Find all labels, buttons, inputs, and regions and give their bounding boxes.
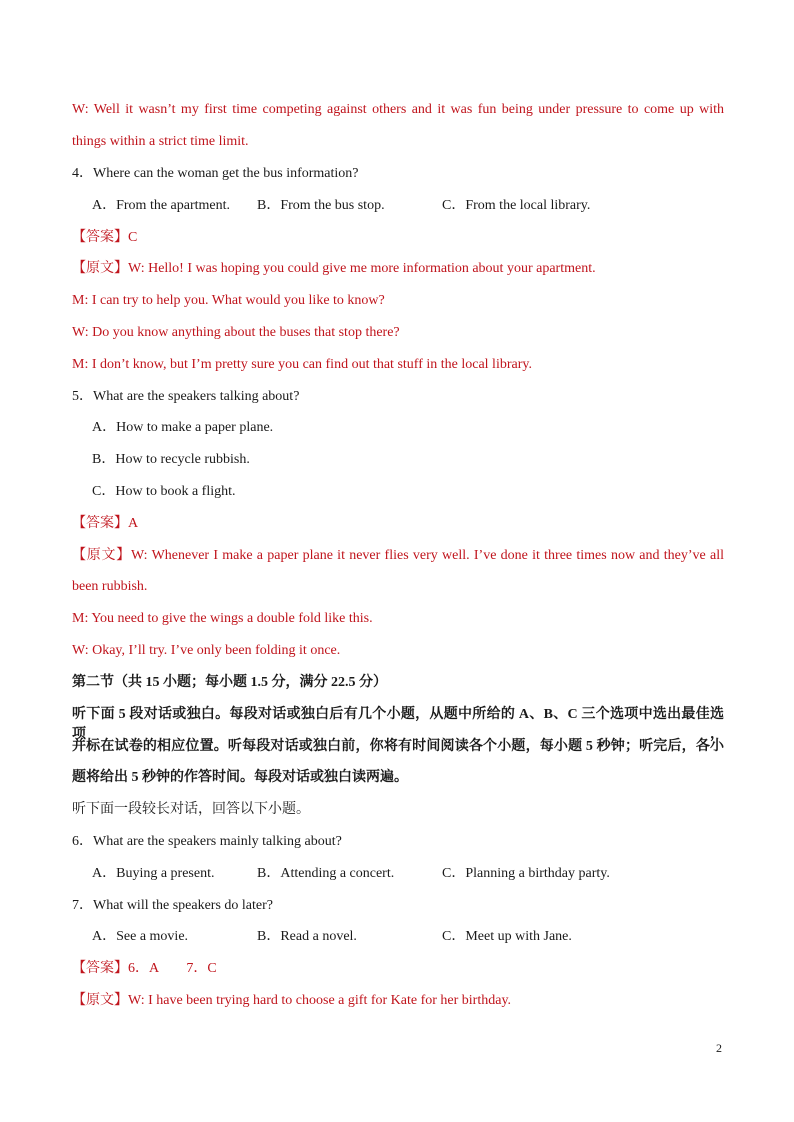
instructions-line: 并标在试卷的相应位置。听每段对话或独白前，你将有时间阅读各个小题，每小题 5 秒钟；听完后，各小 [72,739,724,754]
dialogue-line: W: Well it wasn’t my first time competing against others and it was fun being under pressure to come up with [72,102,724,117]
question-5: 5．What are the speakers talking about? [72,389,300,404]
answer-5: 【答案】A [72,516,139,531]
option-5a: A．How to make a paper plane. [92,420,274,435]
transcript-line: M: I don’t know, but I’m pretty sure you can find out that stuff in the local library. [72,357,532,372]
transcript-line: W: Okay, I’ll try. I’ve only been folding it once. [72,643,341,658]
transcript-line: 【原文】W: Hello! I was hoping you could give me more information about your apartment. [72,261,596,276]
instructions-line: 题将给出 5 秒钟的作答时间。每段对话或独白读两遍。 [72,770,408,785]
option-4b: B．From the bus stop. [257,198,385,213]
page-number: 2 [716,1041,722,1055]
instructions-line: 听下面 5 段对话或独白。每段对话或独白后有几个小题，从题中所给的 A、B、C 三个选项中选出最佳选项， [72,707,724,742]
option-7c: C．Meet up with Jane. [442,929,572,944]
option-7b: B．Read a novel. [257,929,357,944]
transcript-line: been rubbish. [72,579,148,594]
transcript-line: 【原文】W: I have been trying hard to choose a gift for Kate for her birthday. [72,993,512,1008]
option-6b: B．Attending a concert. [257,866,395,881]
option-6c: C．Planning a birthday party. [442,866,610,881]
question-7: 7．What will the speakers do later? [72,898,273,913]
option-4c: C．From the local library. [442,198,591,213]
transcript-line: W: Do you know anything about the buses that stop there? [72,325,400,340]
option-5b: B．How to recycle rubbish. [92,452,250,467]
option-6a: A．Buying a present. [92,866,215,881]
option-7a: A．See a movie. [92,929,189,944]
answer-4: 【答案】C [72,230,138,245]
question-6: 6．What are the speakers mainly talking about? [72,834,342,849]
sub-instruction: 听下面一段较长对话，回答以下小题。 [72,802,310,817]
transcript-line: M: You need to give the wings a double fold like this. [72,611,373,626]
dialogue-line: things within a strict time limit. [72,134,249,149]
question-4: 4．Where can the woman get the bus information? [72,166,359,181]
transcript-line: 【原文】W: Whenever I make a paper plane it never flies very well. I’ve done it three times now and they’ve all [72,548,724,563]
option-4a: A．From the apartment. [92,198,231,213]
option-5c: C．How to book a flight. [92,484,236,499]
transcript-line: M: I can try to help you. What would you like to know? [72,293,385,308]
answer-6-7: 【答案】6．A 7．C [72,961,217,976]
section-heading: 第二节（共 15 小题；每小题 1.5 分，满分 22.5 分） [72,675,387,690]
